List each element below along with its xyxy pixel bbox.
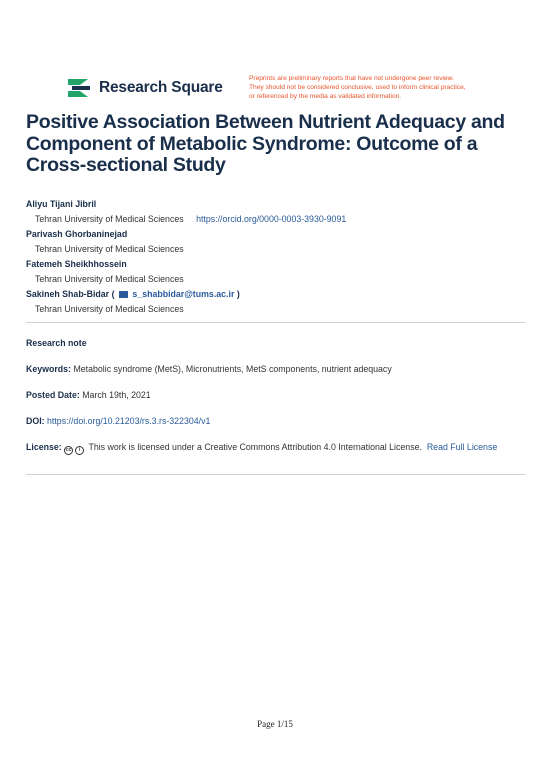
notice-line: Preprints are preliminary reports that have not undergone peer review. (249, 75, 454, 82)
license-label: License: (26, 442, 62, 452)
corresponding-author (26, 287, 526, 302)
research-square-logo[interactable] (66, 76, 223, 100)
author-affiliation: Tehran University of Medical Sciences (35, 274, 184, 284)
article-type-text: Research note (26, 338, 87, 348)
affiliation-text: Tehran University of Medical Sciences (35, 214, 184, 224)
logo-text: Research Square (99, 79, 223, 96)
email-open-paren: ( (111, 289, 115, 299)
author-name: Aliyu Tijani Jibril (26, 199, 97, 209)
mail-icon (119, 291, 128, 298)
paper-title: Positive Association Between Nutrient Adequacy and Component of Metabolic Syndrome: Outcome of a Cross-sectional Study (26, 111, 505, 176)
email-close-paren: ) (236, 289, 240, 299)
keywords-line (26, 363, 526, 376)
cc-icon: cc (65, 447, 72, 453)
license-text: This work is licensed under a Creative Commons Attribution 4.0 International License. (88, 442, 422, 452)
author-name: Fatemeh Sheikhhossein (26, 259, 127, 269)
author-affiliation: Tehran University of Medical Sciences (35, 304, 184, 314)
keywords-value: Metabolic syndrome (MetS), Micronutrients, MetS components, nutrient adequacy (73, 364, 392, 374)
header (66, 76, 486, 102)
author-affiliation: Tehran University of Medical Sciences (35, 244, 184, 254)
divider (26, 322, 525, 323)
author-affiliation (35, 212, 526, 227)
posted-date-label: Posted Date: (26, 390, 80, 400)
article-type (26, 337, 526, 350)
research-square-logo-icon (66, 76, 92, 100)
posted-date-value: March 19th, 2021 (82, 390, 151, 400)
notice-line: or referenced by the media as validated information. (249, 92, 402, 100)
keywords-label: Keywords: (26, 364, 71, 374)
read-full-license-link[interactable]: Read Full License (426, 442, 498, 452)
divider (26, 474, 525, 475)
author-name: Parivash Ghorbaninejad (26, 229, 128, 239)
notice-line: They should not be considered conclusive, used to inform clinical practice, (249, 83, 466, 91)
by-icon: i (75, 446, 84, 455)
orcid-link[interactable]: https://orcid.org/0000-0003-3930-9091 (196, 214, 347, 224)
email-link[interactable]: s_shabbidar@tums.ac.ir (132, 289, 235, 299)
preprint-notice (249, 75, 494, 101)
page-number: Page 1/15 (257, 719, 293, 729)
doi-line (26, 415, 526, 428)
author-name: Sakineh Shab-Bidar (26, 289, 110, 299)
author-list (26, 197, 526, 317)
license-line (26, 441, 526, 455)
doi-link[interactable]: https://doi.org/10.21203/rs.3.rs-322304/v1 (47, 416, 211, 426)
posted-date-line (26, 389, 526, 402)
doi-label: DOI: (26, 416, 45, 426)
